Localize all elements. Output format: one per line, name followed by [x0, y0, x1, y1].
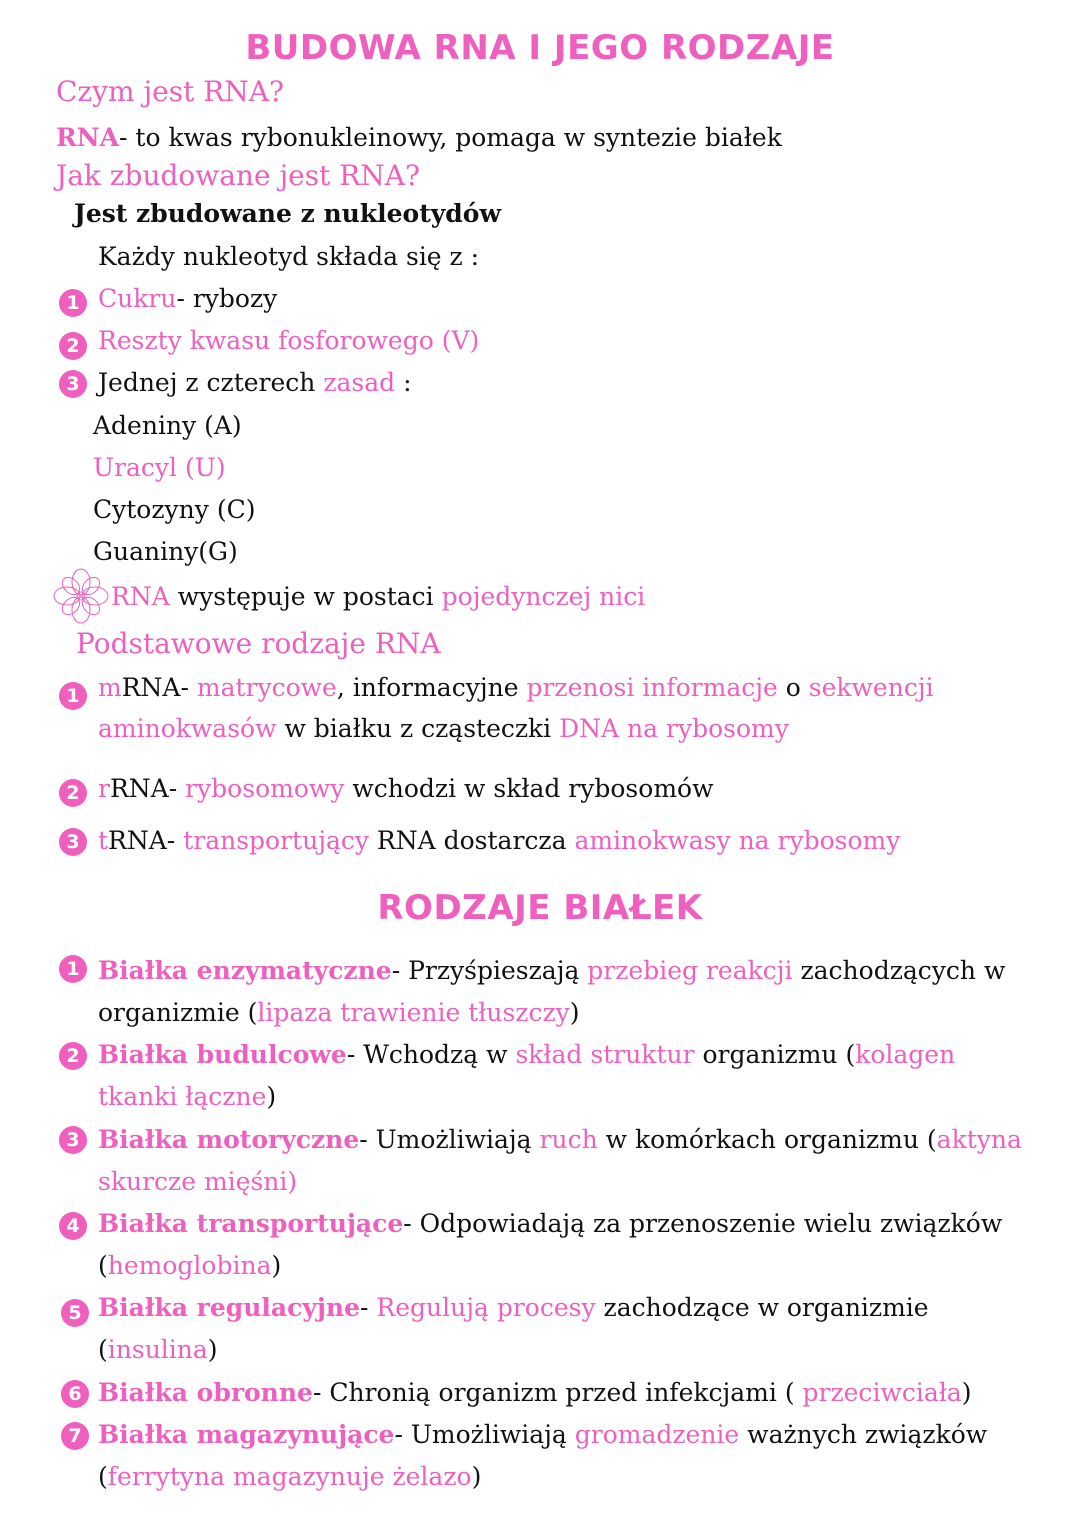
protein-defensive-text-2: )	[961, 1378, 972, 1407]
protein-motor-example: aktyna	[936, 1125, 1022, 1154]
number-badge-3: 3	[59, 1126, 87, 1154]
rrna-letter: r	[98, 774, 110, 803]
protein-transport-name: Białka transportujące	[98, 1209, 404, 1238]
protein-regulatory-example: insulina	[107, 1335, 208, 1364]
flower-icon	[52, 568, 110, 624]
base-uracil: Uracyl (U)	[93, 453, 226, 482]
number-badge-4: 4	[59, 1212, 87, 1240]
protein-transport-text-2: (	[98, 1251, 108, 1280]
trna-text: RNA dostarcza	[368, 826, 575, 855]
built-of-nucleotides: Jest zbudowane z nukleotydów	[74, 199, 501, 228]
component-base-term: zasad	[323, 368, 396, 397]
protein-structural-text-3: )	[266, 1082, 277, 1111]
protein-motor-cont	[98, 1166, 297, 1198]
protein-transport-cont	[98, 1250, 281, 1282]
trna-pink-2: aminokwasy na rybosomy	[574, 826, 901, 855]
protein-storage-text-1: - Umożliwiają	[394, 1420, 575, 1449]
component-base-end: :	[395, 368, 412, 397]
protein-storage-cont	[98, 1461, 481, 1493]
mrna-term: matrycowe	[196, 673, 337, 702]
protein-regulatory-text-3: (	[98, 1335, 108, 1364]
protein-enzymatic-pink-1: przebieg reakcji	[587, 956, 793, 985]
single-strand-rna: RNA	[111, 582, 170, 611]
protein-regulatory-cont	[98, 1334, 218, 1366]
mrna-text-3: w białku z cząsteczki	[276, 714, 560, 743]
protein-storage-example: ferrytyna magazynuje żelazo	[107, 1462, 472, 1491]
protein-storage-name: Białka magazynujące	[98, 1420, 395, 1449]
protein-enzymatic-cont	[98, 997, 580, 1029]
protein-storage-pink-1: gromadzenie	[574, 1420, 740, 1449]
protein-structural-example-2: tkanki łączne	[98, 1082, 267, 1111]
mrna-rna: RNA-	[121, 673, 197, 702]
protein-regulatory-pink-1: Regulują procesy	[376, 1293, 596, 1322]
number-badge-1: 1	[59, 682, 87, 710]
single-strand-note	[111, 581, 645, 613]
rna-definition-text: - to kwas rybonukleinowy, pomaga w syntezie białek	[119, 123, 782, 152]
protein-enzymatic	[98, 955, 1005, 987]
trna-term: transportujący	[183, 826, 369, 855]
base-guanine: Guaniny(G)	[93, 537, 238, 566]
trna-letter: t	[98, 826, 109, 855]
mrna-pink-5: DNA na rybosomy	[559, 714, 789, 743]
question-what-is-rna: Czym jest RNA?	[56, 75, 285, 108]
component-sugar-text: - rybozy	[176, 284, 278, 313]
protein-motor-text-2: w komórkach organizmu (	[597, 1125, 937, 1154]
protein-defensive-name: Białka obronne	[98, 1378, 313, 1407]
protein-structural-text-2: organizmu (	[694, 1040, 856, 1069]
page-title: BUDOWA RNA I JEGO RODZAJE	[245, 28, 835, 68]
protein-structural	[98, 1039, 955, 1071]
rrna-rna: RNA-	[109, 774, 186, 803]
mrna-text-2: o	[777, 673, 809, 702]
number-badge-2: 2	[59, 1042, 87, 1070]
protein-structural-cont	[98, 1081, 276, 1113]
component-sugar-term: Cukru	[98, 284, 177, 313]
rna-type-rrna	[98, 773, 713, 805]
protein-motor-pink-1: ruch	[539, 1125, 598, 1154]
rna-definition	[56, 122, 782, 154]
protein-enzymatic-example: lipaza trawienie tłuszczy	[257, 998, 570, 1027]
protein-motor	[98, 1124, 1022, 1156]
rna-term: RNA	[56, 123, 120, 152]
protein-storage-text-4: )	[471, 1462, 482, 1491]
protein-storage-text-3: (	[98, 1462, 108, 1491]
number-badge-3: 3	[59, 370, 87, 398]
rna-type-mrna	[98, 672, 934, 704]
mrna-pink-3: sekwencji	[808, 673, 934, 702]
number-badge-2: 2	[59, 779, 87, 807]
mrna-letter: m	[98, 673, 122, 702]
protein-transport-text-3: )	[271, 1251, 282, 1280]
component-phosphate-term: Reszty kwasu fosforowego (V)	[98, 326, 480, 355]
trna-rna: RNA-	[108, 826, 184, 855]
number-badge-1: 1	[59, 955, 87, 983]
protein-enzymatic-name: Białka enzymatyczne	[98, 956, 392, 985]
protein-motor-text-1: - Umożliwiają	[359, 1125, 540, 1154]
protein-structural-pink-1: skład struktur	[515, 1040, 695, 1069]
protein-regulatory-name: Białka regulacyjne	[98, 1293, 360, 1322]
base-adenine: Adeniny (A)	[93, 411, 242, 440]
mrna-text-1: , informacyjne	[336, 673, 527, 702]
protein-defensive	[98, 1377, 972, 1409]
heading-rna-types: Podstawowe rodzaje RNA	[76, 627, 441, 660]
protein-enzymatic-text-4: )	[569, 998, 580, 1027]
mrna-pink-4: aminokwasów	[98, 714, 277, 743]
question-rna-structure: Jak zbudowane jest RNA?	[56, 159, 421, 192]
number-badge-1: 1	[59, 289, 87, 317]
protein-transport-text-1: - Odpowiadają za przenoszenie wielu związków	[403, 1209, 1003, 1238]
protein-regulatory	[98, 1292, 929, 1324]
number-badge-7: 7	[61, 1422, 89, 1450]
protein-structural-text-1: - Wchodzą w	[346, 1040, 516, 1069]
single-strand-text: występuje w postaci	[169, 582, 442, 611]
protein-structural-name: Białka budulcowe	[98, 1040, 347, 1069]
protein-defensive-text-1: - Chronią organizm przed infekcjami (	[312, 1378, 803, 1407]
component-base	[98, 367, 412, 399]
protein-enzymatic-text-2: zachodzących w	[792, 956, 1006, 985]
rna-type-trna	[98, 825, 900, 857]
component-base-text: Jednej z czterech	[98, 368, 324, 397]
protein-enzymatic-text-3: organizmie (	[98, 998, 258, 1027]
protein-regulatory-text-4: )	[207, 1335, 218, 1364]
single-strand-term: pojedynczej nici	[441, 582, 646, 611]
protein-motor-name: Białka motoryczne	[98, 1125, 360, 1154]
protein-motor-example-2: skurcze mięśni)	[98, 1167, 298, 1196]
component-sugar	[98, 283, 277, 315]
rrna-term: rybosomowy	[185, 774, 345, 803]
number-badge-5: 5	[61, 1299, 89, 1327]
protein-enzymatic-text-1: - Przyśpieszają	[391, 956, 588, 985]
number-badge-6: 6	[61, 1380, 89, 1408]
protein-regulatory-text-2: zachodzące w organizmie	[595, 1293, 929, 1322]
protein-transport	[98, 1208, 1002, 1240]
protein-structural-example: kolagen	[855, 1040, 956, 1069]
protein-storage-text-2: ważnych związków	[739, 1420, 988, 1449]
protein-defensive-example: przeciwciała	[802, 1378, 962, 1407]
rna-type-mrna-cont	[98, 713, 789, 745]
section-title-proteins: RODZAJE BIAŁEK	[377, 888, 703, 928]
protein-regulatory-text-1: -	[359, 1293, 377, 1322]
number-badge-2: 2	[59, 332, 87, 360]
protein-storage	[98, 1419, 987, 1451]
component-phosphate	[98, 325, 479, 357]
mrna-pink-2: przenosi informacje	[526, 673, 778, 702]
rrna-text: wchodzi w skład rybosomów	[344, 774, 714, 803]
nucleotide-intro: Każdy nukleotyd składa się z :	[98, 242, 480, 271]
number-badge-3: 3	[59, 828, 87, 856]
base-cytosine: Cytozyny (C)	[93, 495, 256, 524]
protein-transport-example: hemoglobina	[107, 1251, 272, 1280]
